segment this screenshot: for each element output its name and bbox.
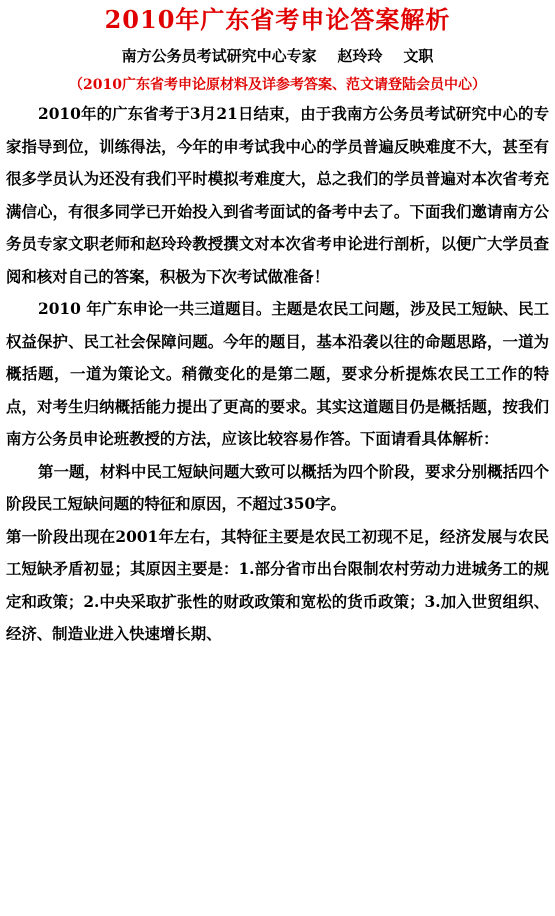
- paragraph-question-one: 第一题，材料中民工短缺问题大致可以概括为四个阶段，要求分别概括四个阶段民工短缺问题的特征和原因，不超过350字。: [6, 462, 549, 513]
- document-title: 2010年广东省考申论答案解析: [104, 5, 451, 34]
- member-center-notice: （2010广东省考申论原材料及详参考答案、范文请登陆会员中心）: [69, 77, 486, 93]
- paragraph-intro: 2010年的广东省考于3月21日结束，由于我南方公务员考试研究中心的专家指导到位，训练得法，今年的申考试我中心的学员普遍反映难度不大，甚至有很多学员认为还没有我们平时模拟考难度大，总之我们的学员普遍对本次省考充满信心，有很多同学已开始投入到省考面试的备考中去了。下面我们邀请南方公务员专家文职老师和赵玲玲教授撰文对本次省考申论进行剖析，以便广大学员查阅和核对自己的答案，积极为下次考试做准备！: [6, 105, 549, 286]
- paragraph-stage-one: 第一阶段出现在2001年左右，其特征主要是农民工初现不足，经济发展与农民工短缺矛盾初显；其原因主要是：1.部分省市出台限制农村劳动力进城务工的规定和政策；2.中央采取扩张性的财政政策和宽松的货币政策；3.加入世贸组织、经济、制造业进入快速增长期、: [6, 527, 549, 643]
- article-body: [6, 98, 549, 651]
- author-byline: 南方公务员考试研究中心专家 赵玲玲 文职: [121, 47, 434, 65]
- paragraph-overview: 2010 年广东申论一共三道题目。主题是农民工问题，涉及民工短缺、民工权益保护、民工社会保障问题。今年的题目，基本沿袭以往的命题思路，一道为概括题，一道为策论文。稍微变化的是第二题，要求分析提炼农民工工作的特点，对考生归纳概括能力提出了更高的要求。其实这道题目仍是概括题，按我们南方公务员申论班教授的方法，应该比较容易作答。下面请看具体解析：: [6, 300, 549, 448]
